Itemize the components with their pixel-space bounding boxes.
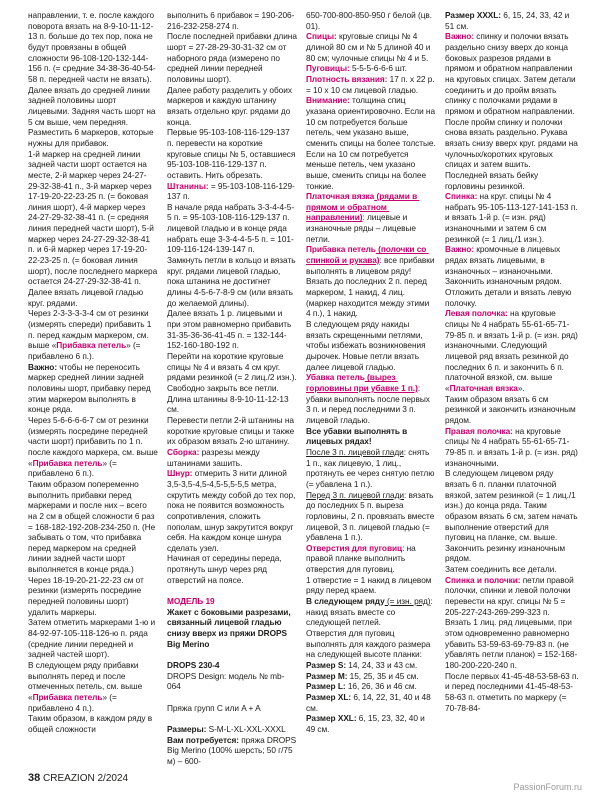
paragraph: Вязать 1 лиц. ряд лицевыми, при этом одновременно равномерно убавить 53-59-63-69-79-83 п. (не убавлять петли планок) = 152-168-180-200-220-240 п. [445, 617, 578, 671]
paragraph: Далее работу разделить у обоих маркеров и каждую штанину вязать отдельно круг. рядами до конца. [167, 84, 295, 127]
paragraph: Перевести петли 2-й штанины на короткие круговые спицы и также их образом вязать 2-ю штанину. [167, 414, 297, 447]
size-label: Размер XXXL: [445, 10, 502, 20]
text-column-1: направлении, т. е. после каждого поворота вязать на 8-9-10-11-12-13 п. больше до тех пор, пока не будут провязаны в общей сложности 96-108-120-132-144-156 п. (= средние 34-38-36-40-54-58 п. передней части не вязать). Далее вязать до средней линии задней половины шорт лицевыми. Задняя часть шорт на 5 см выше, чем передняя. Разместить 6 маркеров, которые нужны для прибавок. 1-й маркер на средней линии задней части шорт остается на месте, 2-й маркер через 24-27-29-32-38-41 п., 3-й маркер через 17-19-20-22-23-25 п. (= боковая линия шорт), 4-й маркер через 24-27-29-32-38-41 п. (= средняя линия передней части шорт), 5-й маркер через 24-27-29-32-38-41 п. и 6-й маркер через 17-19-20-22-23-25 п. (= боковая линия шорт), после последнего маркера остается 24-27-29-32-38-41 п. Далее вязать лицевой гладью круг. рядами. Через 2-3-3-3-3-4 см от резинки (измерять спереди) прибавить 1 п. перед каждым маркером, см. выше «Прибавка петель» (= прибавлено 6 п.). Важно: чтобы не переносить маркер средней линии задней половины шорт, прибавку перед этим маркером выполнять в конце ряда. Через 5-6-6-6-6-7 см от резинки (измерять посредине передней части шорт) прибавить по 1 п. после каждого маркера, см. выше «Прибавка петель» (= прибавлено 6 п.). Таким образом попеременно выполнить прибавки перед маркерами и после них – всего на 2 см в общей сложности 6 раз = 168-182-192-208-234-250 п. (Не забывать о том, что прибавка перед маркером на средней линии задней части шорт выполняется в конце ряда.) Через 18-19-20-21-22-23 см от резинки (измерять посредине передней половины шорт) удалить маркеры. Затем отметить маркерами 1-ю и 84-92-97-105-118-126-ю п. ряда (средние линии передней и задней частей шорт). В следующем ряду прибавки выполнять перед и после отмеченных петель, см. выше «Прибавка петель» (= прибавлено 4 п.). Таким образом, в каждом ряду в общей сложности [28, 10, 161, 734]
model-description: Жакет с боковыми разрезами, связанный лицевой гладью снизу вверх из пряжи DROPS Big Merino [167, 606, 293, 649]
paragraph: Через 2-3-3-3-3-4 см от резинки (измерять спереди) прибавить 1 п. перед каждым маркером, см. выше « [28, 308, 154, 351]
watermark: PassionForum.ru [513, 782, 582, 792]
text-column-2: выполнить 6 прибавок = 190-206-216-232-258-274 п. После последней прибавки длина шорт = 27-28-29-30-31-32 см от наборного ряда (измерено по средней линии передней половины шорт). Далее работу разделить у обоих маркеров и каждую штанину вязать отдельно круг. рядами до конца. Первые 95-103-108-116-129-137 п. перевести на короткие круговые спицы № 5, оставшиеся 95-103-108-116-129-137 п. оставить. Нить обрезать. Штанины: = 95-103-108-116-129-137 п. В начале ряда набрать 3-3-4-4-5-5 п. = 95-103-108-116-129-137 п. лицевой гладью и в конце ряда набрать еще 3-3-4-4-5-5 п. = 101-109-116-124-139-147 п. Замкнуть петли в кольцо и вязать круг. рядами лицевой гладью, пока штанина не достигнет длины 4-5-6-7-8-9 см (или вязать до желаемой длины). Далее вязать 1 р. лицевыми и при этом равномерно прибавить 31-35-36-36-41-45 п. = 132-144-152-160-180-192 п. Перейти на короткие круговые спицы № 4 и вязать 4 см круг. рядами резинкой (= 2 лиц./2 изн.). Свободно закрыть все петли. Длина штанины 8-9-10-11-12-13 см. Перевести петли 2-й штанины на короткие круговые спицы и также их образом вязать 2-ю штанину. Сборка: разрезы между штанинами зашить. Шнур: отмерить 3 нити длиной 3,5-3,5-4,5-4,5-5,5-5,5 метра, скрутить между собой до тех пор, пока не появится возможность сопротивления, сложить пополам, шнур закрутится вокруг себя. На каждом конце шнура сделать узел. Начиная от середины переда, протянуть шнур через ряд отверстий на поясе. МОДЕЛЬ 19 Жакет с боковыми разрезами, связанный лицевой гладью снизу вверх из пряжи DROPS Big Merino DROPS 230-4 DROPS Design: модель № mb-064 Пряжа групп C или A + A Размеры: S-M-L-XL-XXL-XXXL Вам потребуется: пряжа DROPS Big Merino (100% шерсть; 50 г/75 м) – 600- [167, 10, 300, 766]
yarn-group: Пряжа групп C или A + A [167, 702, 261, 713]
paragraph: Через 18-19-20-21-22-23 см от резинки (измерять посредине передней половины шорт) удалить маркеры. [28, 574, 146, 617]
section-attention: Внимание: [306, 95, 350, 106]
sizes-label: Размеры: [167, 723, 207, 734]
paragraph: Затем отметить маркерами 1-ю и 84-92-97-105-118-126-ю п. ряда (средние линии передней и задней частей шорт). [28, 617, 158, 660]
pattern-design: DROPS Design: модель № mb-064 [167, 670, 285, 692]
paragraph: 1-й маркер на средней линии задней части шорт остается на месте, 2-й маркер через 24-27-29-32-38-41 п., 3-й маркер через 17-19-20-22-23-25 п. (= боковая линия шорт), 4-й маркер через 24-27-29-32-38-41 п. (= средняя линия передней части шорт), 5-й маркер через 24-27-29-32-38-41 п. и 6-й маркер через 17-19-20-22-23-25 п. (= боковая линия шорт), после последнего маркера остается 24-27-29-32-38-41 п. [28, 148, 160, 287]
materials-label: Вам потребуется: [167, 734, 239, 745]
term-increase: Прибавка петель [32, 457, 103, 468]
term-increase: Прибавка петель [32, 692, 103, 702]
section-legs: Штанины: [167, 180, 209, 191]
paragraph: Первые 95-103-108-116-129-137 п. перевести на короткие круговые спицы № 5, оставшиеся 95-103-108-116-129-137 п. оставить. Нить обрезать. [167, 127, 298, 180]
note-label: Важно: [28, 361, 58, 372]
section-garter: Платочная вязка [306, 191, 375, 202]
paragraph: Замкнуть петли в кольцо и вязать круг. рядами лицевой гладью, пока штанина не достигнет длины 4-5-6-7-8-9 см (или вязать до желаемой длины). [167, 255, 298, 308]
size-label: Размер S: [306, 660, 347, 671]
paragraph: Через 5-6-6-6-6-7 см от резинки (измерять посредине передней части шорт) прибавить по 1 п. после каждого маркера, см. выше « [28, 414, 161, 468]
decrease-note: Все убавки выполнять в лицевых рядах! [306, 425, 410, 447]
paragraph: 1 отверстие = 1 накид в лицевом ряду перед краем. [306, 574, 434, 596]
paragraph: Отложить детали и вязать левую полочку. [445, 287, 574, 308]
note-label: Важно: [445, 244, 475, 255]
size-label: Размер XL: [306, 692, 352, 702]
section-left-front: Левая полочка: [445, 308, 508, 319]
text-column-3: 650-700-800-850-950 г белой (цв. 01). Спицы: круговые спицы № 4 длиной 80 см и № 5 длиной 40 и 80 см; чулочные спицы № 4 и 5. Пуговицы: 5-5-5-6-6-6 шт. Плотность вязания: 17 п. х 22 р. = 10 х 10 см лицевой гладью. Внимание: толщина спиц указана ориентировочно. Если на 10 см потребуется больше петель, чем указано выше, сменить спицы на более толстые. Если на 10 см потребуется меньше петель, чем указано выше, сменить спицы на более тонкие. Платочная вязка (рядами в прямом и обратном направлении): лицевые и изнаночные ряды – лицевые петли. Прибавка петель (полочки со спинкой и рукава): все прибавки выполнять в лицевом ряду! Вязать до последних 2 п. перед маркером, 1 накид, 4 лиц. (маркер находится между этими 4 п.), 1 накид. В следующем ряду накиды вязать скрещенными петлями, чтобы избежать возникновения дырочек. Новые петли вязать далее лицевой гладью. Убавка петель (вырез горловины при убавке 1 п.): убавки выполнять после первых 3 п. и перед последними 3 п. лицевой гладью. Все убавки выполнять в лицевых рядах! После 3 п. лицевой глади: снять 1 п., как лицевую, 1 лиц., протянуть ее через снятую петлю (= убавлена 1 п.). Перед 3 п. лицевой глади: вязать до последних 5 п. выреза горловины, 2 п. провязать вместе лицевой, 3 п. лицевой гладью (= убавлена 1 п.). Отверстия для пуговиц: на правой планке выполнить отверстия для пуговиц. 1 отверстие = 1 накид в лицевом ряду перед краем. В следующем ряду (= изн. ряд): накид вязать вместе со следующей петлей. Отверстия для пуговиц выполнять для каждого размера на следующей высоте планки: Размер S: 14, 24, 33 и 43 см. Размер M: 15, 25, 35 и 45 см. Размер L: 16, 26, 36 и 46 см. Размер XL: 6, 14, 22, 31, 40 и 48 см. Размер XXL: 6, 15, 23, 32, 40 и 49 см. [306, 10, 438, 734]
size-label: Размер L: [306, 681, 346, 692]
paragraph: Далее вязать 1 р. лицевыми и при этом равномерно прибавить 31-35-36-36-41-45 п. = 132-144-152-160-180-192 п. [167, 308, 294, 351]
paragraph: Перейти на короткие круговые спицы № 4 и вязать 4 см круг. рядами резинкой (= 2 лиц./2 изн.). [167, 351, 297, 383]
section-assembly: Сборка: [167, 446, 200, 457]
section-cord: Шнур: [167, 468, 193, 479]
paragraph: Последней вязать бейку горловины резинкой. [445, 169, 541, 191]
section-right-front: Правая полочка: [445, 425, 513, 436]
paragraph: Таким образом попеременно выполнить прибавки перед маркерами и после них – всего на 2 см в общей сложности 6 раз = 168-182-192-208-234-250 п. (Не забывать о том, что прибавка перед маркером на средней линии задней части шорт выполняется в конце ряда.) [28, 478, 158, 575]
section-body: Спинка и полочки: [445, 574, 521, 585]
section-increase: Прибавка петель [306, 244, 376, 255]
paragraph: Далее вязать лицевой гладью круг. рядами. [28, 287, 146, 308]
paragraph: В следующем ряду прибавки выполнять перед и после отмеченных петель, см. выше « [28, 660, 145, 702]
paragraph: После первых 41-45-48-53-58-63 п. и перед последними 41-45-48-53-58-63 п. отметить по маркеру (= 70-78-84- [445, 670, 581, 713]
paragraph: направлении, т. е. после каждого поворота вязать на 8-9-10-11-12-13 п. больше до тех пор, пока не будут провязаны в общей сложности 96-108-120-132-144-156 п. (= средние 34-38-36-40-54-58 п. передней части не вязать). [28, 10, 157, 84]
subheading: После 3 п. лицевой глади [306, 446, 404, 457]
section-buttons: Пуговицы: [306, 63, 350, 74]
paragraph: Далее вязать до средней линии задней половины шорт лицевыми. Задняя часть шорт на 5 см выше, чем передняя. [28, 84, 158, 127]
paragraph: Затем соединить все детали. [445, 564, 557, 575]
paragraph: После пройм спинку и полочки снова вязать раздельно. Рукава вязать снизу вверх круг. рядами на чулочных/коротких круговых спицах и затем вшить. [445, 116, 581, 170]
subheading: В следующем ряду [306, 596, 385, 607]
materials-value: пряжа DROPS Big Merino (100% шерсть; 50 г/75 м) – 600- [167, 734, 299, 766]
section-buttonholes: Отверстия для пуговиц [306, 542, 403, 553]
model-title: МОДЕЛЬ 19 [167, 596, 215, 607]
paragraph: Отверстия для пуговиц выполнять для каждого размера на следующей высоте планки: [306, 628, 433, 660]
section-back: Спинка: [445, 191, 478, 202]
pattern-code: DROPS 230-4 [167, 660, 220, 671]
paragraph: В следующем лицевом ряду вязать 6 п. планки платочной вязкой, затем резинкой (= 1 лиц./1 изн.) до конца ряда. Таким образом вязать 6 см, затем начать выполнение отверстий для пуговиц на планке, см. выше. [445, 468, 580, 543]
text-column-4: Размер XXXL: 6, 15, 24, 33, 42 и 51 см. Важно: спинку и полочки вязать раздельно снизу вверх до конца боковых разрезов рядами в прямом и обратном направлении на круговых спицах. Затем детали соединить и до пройм вязать спинку с полочками рядами в прямом и обратном направлении. После пройм спинку и полочки снова вязать раздельно. Рукава вязать снизу вверх круг. рядами на чулочных/коротких круговых спицах и затем вшить. Последней вязать бейку горловины резинкой. Спинка: на круг. спицы № 4 набрать 95-105-113-127-141-153 п. и вязать 1-й р. (= изн. ряд) изнаночными и затем 6 см резинкой (= 1 лиц./1 изн.). Важно: кромочные в лицевых рядах вязать лицевыми, в изнаночных – изнаночными. Закончить изнаночным рядом. Отложить детали и вязать левую полочку. Левая полочка: на круговые спицы № 4 набрать 55-61-65-71-79-85 п. и вязать 1-й р. (= изн. ряд) изнаночными. Следующий лицевой ряд вязать резинкой до последних 6 п. и закончить 6 п. платочной вязкой, см. выше «Платочная вязка». Таким образом вязать 6 см резинкой и закончить изнаночным рядом. Правая полочка: на круговые спицы № 4 набрать 55-61-65-71-79-85 п. и вязать 1-й р. (= изн. ряд) изнаночными. В следующем лицевом ряду вязать 6 п. планки платочной вязкой, затем резинкой (= 1 лиц./1 изн.) до конца ряда. Таким образом вязать 6 см, затем начать выполнение отверстий для пуговиц на планке, см. выше. Закончить резинку изнаночным рядом. Затем соединить все детали. Спинка и полочки: петли правой полочки, спинки и левой полочки перевести на круг. спицы № 5 = 205-227-243-269-299-323 п. Вязать 1 лиц. ряд лицевыми, при этом одновременно равномерно убавить 53-59-63-69-79-83 п. (не убавлять петли планок) = 152-168-180-200-220-240 п. После первых 41-45-48-53-58-63 п. и перед последними 41-45-48-53-58-63 п. отметить по маркеру (= 70-78-84- [445, 10, 581, 713]
page-footer [28, 772, 128, 784]
page-number: 38 [28, 772, 41, 784]
section-decrease: Убавка петель [306, 372, 365, 383]
paragraph: Таким образом, в каждом ряду в общей сложности [28, 713, 155, 734]
size-label: Размер XXL: [306, 713, 357, 724]
paragraph: В начале ряда набрать 3-3-4-4-5-5 п. = 95-103-108-116-129-137 п. лицевой гладью и в конце ряда набрать еще 3-3-4-4-5-5 п. = 101-109-116-124-139-147 п. [167, 201, 295, 255]
paragraph: Разместить 6 маркеров, которые нужны для прибавок. [28, 127, 156, 148]
section-gauge: Плотность вязания: [306, 73, 388, 84]
paragraph: Длина штанины 8-9-10-11-12-13 см. [167, 393, 291, 415]
paragraph: Закончить резинку изнаночным рядом. [445, 542, 568, 564]
paragraph: Начиная от середины переда, протянуть шнур через ряд отверстий на поясе. [167, 553, 284, 585]
section-needles: Спицы: [306, 31, 337, 42]
paragraph: В следующем ряду накиды вязать скрещенными петлями, чтобы избежать возникновения дырочек. Новые петли вязать далее лицевой гладью. [306, 319, 428, 372]
paragraph: Таким образом вязать 6 см резинкой и закончить изнаночным рядом. [445, 393, 578, 425]
paragraph: После последней прибавки длина шорт = 27-28-29-30-31-32 см от наборного ряда (измерено по средней линии передней половины шорт). [167, 31, 300, 84]
sizes-value: S-M-L-XL-XXL-XXXL [206, 723, 286, 734]
paragraph: Свободно закрыть все петли. [167, 382, 279, 393]
subheading: Перед 3 п. лицевой глади [306, 489, 404, 500]
paragraph: 650-700-800-850-950 г белой (цв. 01). [306, 10, 435, 31]
note-label: Важно: [445, 31, 475, 42]
term-increase: Прибавка петель [56, 340, 127, 351]
magazine-name: CREAZION 2/2024 [43, 773, 129, 784]
size-label: Размер M: [306, 670, 348, 681]
paragraph: выполнить 6 прибавок = 190-206-216-232-258-274 п. [167, 10, 295, 31]
